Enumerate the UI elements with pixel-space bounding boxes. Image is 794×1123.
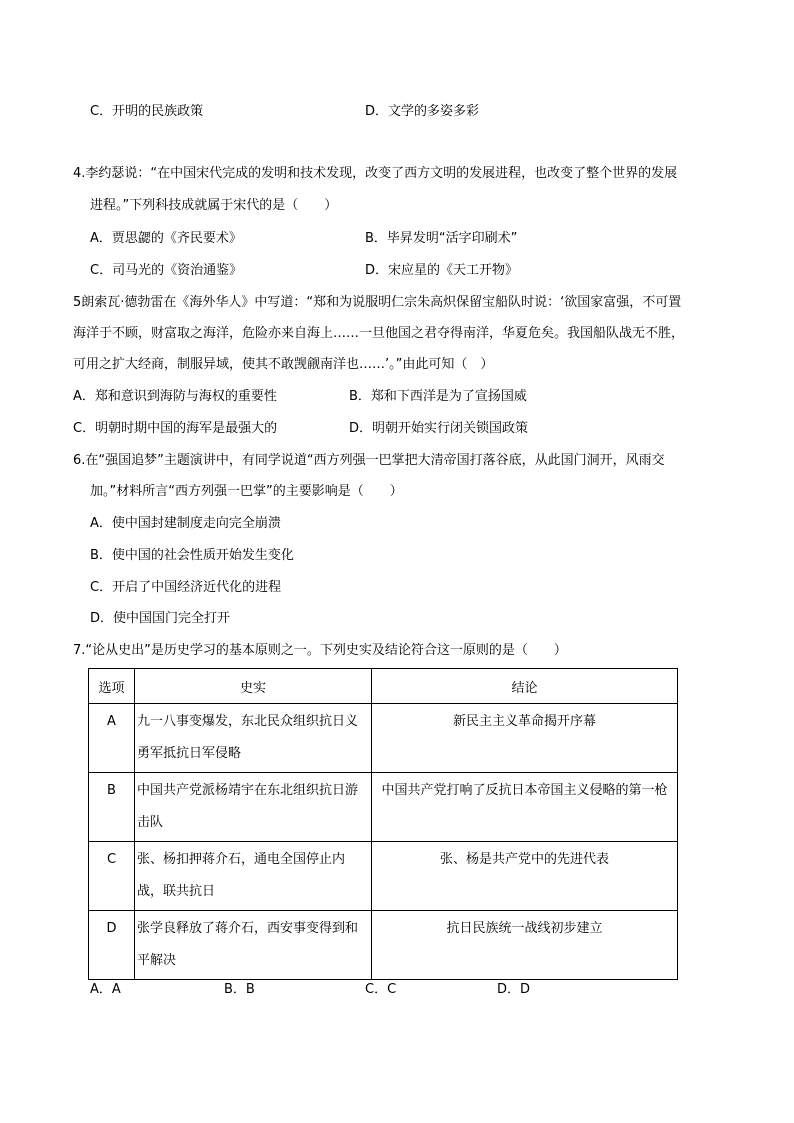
q6-option-d [90,609,230,629]
option-letter: A． [90,516,112,531]
q7-option-c [365,980,396,1000]
q5-stem-line3: 可用之扩大经商，制服异域，使其不敢觊觎南洋也……’。”由此可知（ ） [73,357,494,372]
option-text: 明朝时期中国的海军是最强大的 [95,421,278,436]
option-text: D [520,982,531,997]
option-text: 郑和下西洋是为了宣扬国威 [370,389,527,404]
q6-option-b [90,546,294,566]
option-letter: D． [365,263,389,278]
q4-option-d [365,261,518,281]
option-text: 司马光的《资治通鉴》 [112,263,243,278]
option-text: C [387,982,397,997]
option-letter: D． [365,104,389,119]
row-fact: 九一八事变爆发，东北民众组织抗日义勇军抵抗日军侵略 [135,704,372,773]
option-letter: A． [73,389,95,404]
q7-option-a [90,980,121,1000]
header-conclusion: 结论 [372,669,678,704]
row-conclusion: 中国共产党打响了反抗日本帝国主义侵略的第一枪 [372,773,678,842]
q6-stem-line1: 6.在“强国追梦”主题演讲中，有同学说道“西方列强一巴掌把大清帝国打落谷底，从此国门洞开，风雨交 [73,453,665,468]
q4-option-b [365,229,517,249]
option-text: 宋应星的《天工开物》 [388,263,519,278]
q4-stem-line2: 进程。”下列科技成就属于宋代的是（ ） [90,198,338,213]
table-row [89,911,678,980]
option-text: 使中国的社会性质开始发生变化 [111,548,294,563]
row-option: D [89,911,135,980]
option-letter: A． [90,231,112,246]
option-text: 文学的多姿多彩 [388,104,480,119]
q7-option-d [497,980,530,1000]
option-letter: C． [73,421,96,436]
q7-table [88,668,678,980]
option-text: 贾思勰的《齐民要术》 [111,231,242,246]
row-option: B [89,773,135,842]
row-fact: 张、杨扣押蒋介石，通电全国停止内战，联共抗日 [135,842,372,911]
header-fact: 史实 [135,669,372,704]
option-text: 使中国封建制度走向完全崩溃 [111,516,281,531]
row-conclusion: 张、杨是共产党中的先进代表 [372,842,678,911]
option-letter: C． [90,104,113,119]
option-text: A [111,982,121,997]
q4-option-a [90,229,242,249]
option-text: 开启了中国经济近代化的进程 [112,580,282,595]
option-text: 使中国国门完全打开 [113,611,231,626]
header-option: 选项 [89,669,135,704]
q4-option-c [90,261,242,281]
option-letter: A． [90,982,112,997]
option-text: B [245,982,255,997]
row-option: A [89,704,135,773]
q5-option-d [349,419,528,439]
q6-stem-line2: 加。”材料所言“西方列强一巴掌”的主要影响是（ ） [90,484,403,499]
option-letter: C． [365,982,388,997]
row-option: C [89,842,135,911]
option-letter: D． [90,611,114,626]
q7-stem: 7.“论从史出”是历史学习的基本原则之一。下列史实及结论符合这一原则的是（ ） [73,643,567,658]
row-conclusion: 抗日民族统一战线初步建立 [372,911,678,980]
q5-stem-line1: 5朗索瓦·德勃雷在《海外华人》中写道：“郑和为说服明仁宗朱高炽保留宝船队时说：‘欲国家富强，不可置 [73,295,682,310]
table-header-row [89,669,678,704]
q6-option-c [90,578,281,598]
q5-stem-line2: 海洋于不顾，财富取之海洋，危险亦来自海上……一旦他国之君夺得南洋，华夏危矣。我国船队战无不胜， [73,326,685,341]
table-row [89,842,678,911]
q5-option-b [349,387,527,407]
table-row [89,773,678,842]
option-letter: D． [497,982,521,997]
row-conclusion: 新民主主义革命揭开序幕 [372,704,678,773]
option-text: 毕昇发明“活字印刷术” [386,231,518,246]
option-text: 开明的民族政策 [112,104,204,119]
option-text: 明朝开始实行闭关锁国政策 [372,421,529,436]
option-letter: B． [224,982,246,997]
q3-option-d [365,102,479,122]
q7-option-b [224,980,255,1000]
option-text: 郑和意识到海防与海权的重要性 [94,389,277,404]
option-letter: C． [90,580,113,595]
q4-stem-line1: 4.李约瑟说：“在中国宋代完成的发明和技术发现，改变了西方文明的发展进程，也改变了整个世界的发展 [73,166,678,181]
option-letter: B． [90,548,112,563]
q3-option-c [90,102,203,122]
table-row [89,704,678,773]
q5-option-c [73,419,277,439]
option-letter: B． [365,231,387,246]
q5-option-a [73,387,277,407]
row-fact: 中国共产党派杨靖宇在东北组织抗日游击队 [135,773,372,842]
q6-option-a [90,514,281,534]
option-letter: B． [349,389,371,404]
row-fact: 张学良释放了蒋介石，西安事变得到和平解决 [135,911,372,980]
option-letter: D． [349,421,373,436]
option-letter: C． [90,263,113,278]
